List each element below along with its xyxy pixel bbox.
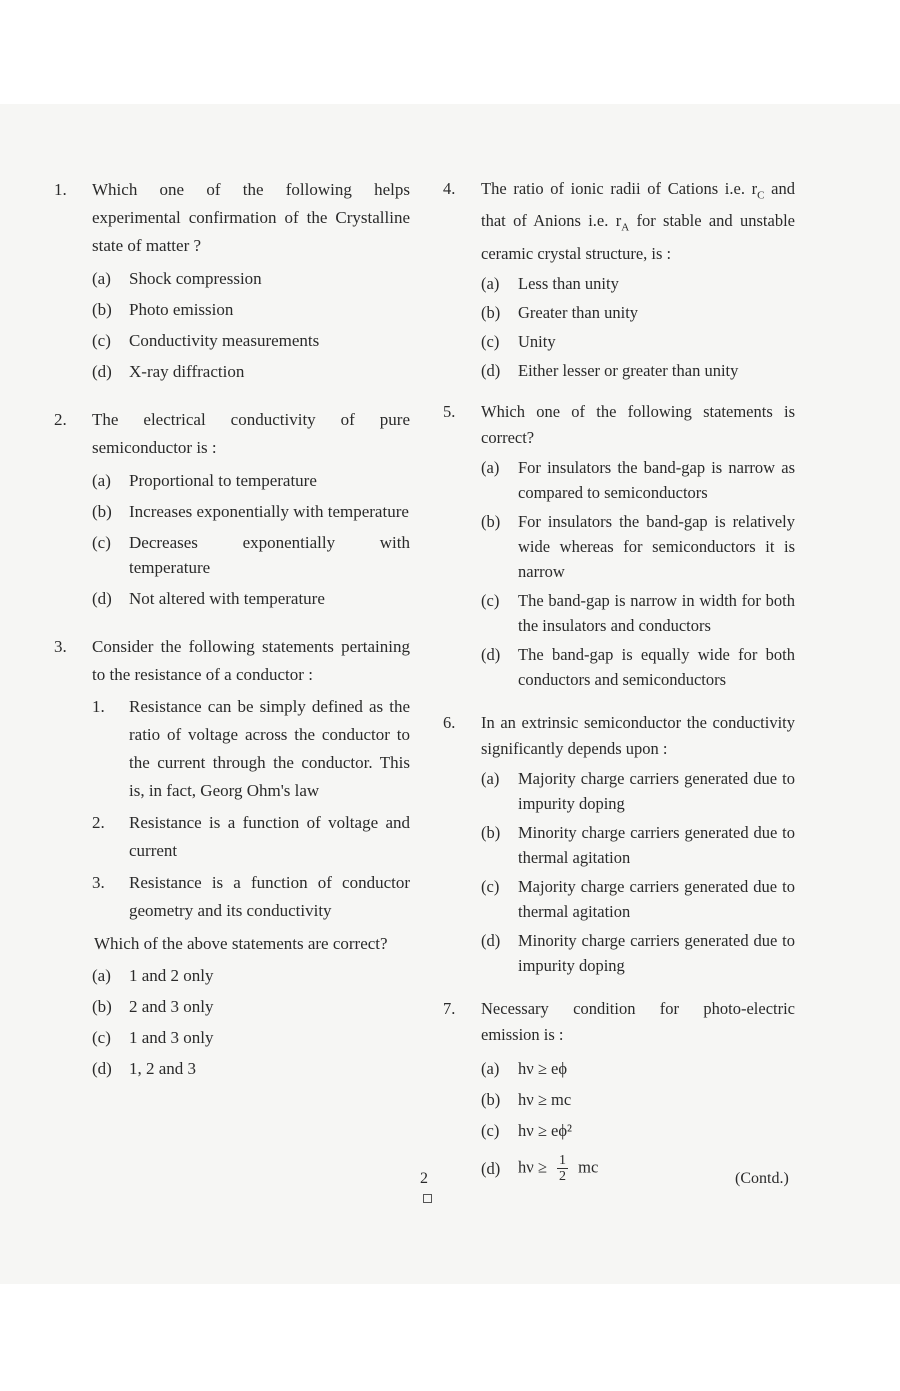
question-5	[443, 399, 795, 692]
option-text: Conductivity measurements	[129, 331, 320, 350]
option-label: (b)	[92, 997, 112, 1016]
option-label: (b)	[92, 300, 112, 319]
option-a	[481, 455, 795, 505]
option-text: Increases exponentially with temperature	[129, 502, 409, 521]
option-label: (a)	[481, 273, 500, 293]
option-label: (b)	[481, 302, 501, 322]
question-text-part: for stable and unstable ceramic crystal structure, is :	[481, 211, 795, 263]
question-number: 5.	[443, 401, 456, 421]
option-label: (d)	[92, 362, 112, 381]
question-number: 6.	[443, 712, 456, 732]
option-text: Either lesser or greater than unity	[518, 360, 739, 380]
question-number: 4.	[443, 179, 456, 198]
question-number: 7.	[443, 998, 456, 1018]
question-4	[443, 176, 795, 383]
option-label: (a)	[481, 457, 500, 477]
option-text: hν ≥ eϕ²	[518, 1120, 572, 1140]
statement-number: 2.	[92, 813, 105, 832]
question-text	[481, 176, 795, 267]
option-text: Not altered with temperature	[129, 589, 325, 608]
option-text: 1 and 2 only	[129, 966, 214, 985]
option-label: (c)	[92, 533, 111, 552]
formula-lhs: hν ≥	[518, 1156, 547, 1176]
option-b	[92, 499, 410, 524]
fraction-denominator: 2	[559, 1168, 567, 1184]
option-a	[92, 963, 410, 988]
option-label: (c)	[481, 1120, 500, 1140]
option-label: (a)	[481, 1058, 500, 1078]
followup-question: Which of the above statements are correct?	[94, 934, 388, 953]
option-label: (b)	[481, 511, 501, 531]
left-column	[54, 176, 410, 1081]
option-c	[92, 1025, 410, 1050]
option-text: Greater than unity	[518, 302, 639, 322]
option-text: X-ray diffraction	[129, 362, 245, 381]
option-text: 2 and 3 only	[129, 997, 214, 1016]
question-6	[443, 710, 795, 978]
option-c	[481, 1118, 795, 1143]
option-text: Proportional to temperature	[129, 471, 317, 490]
question-text: In an extrinsic semiconductor the conductivity significantly depends upon :	[481, 712, 795, 758]
option-label: (d)	[481, 1158, 501, 1178]
continued-label: (Contd.)	[735, 1170, 789, 1187]
option-label: (c)	[92, 1028, 111, 1047]
option-label: (d)	[92, 589, 112, 608]
question-text: Which one of the following helps experimental confirmation of the Crystalline state of matter ?	[92, 180, 410, 255]
option-label: (a)	[92, 966, 111, 985]
option-text: 1 and 3 only	[129, 1028, 214, 1047]
statement-1	[92, 693, 410, 805]
option-label: (a)	[92, 269, 111, 288]
option-c	[92, 530, 410, 580]
question-text-part: and that of Anions i.e. r	[481, 179, 795, 231]
option-text: Photo emission	[129, 300, 234, 319]
question-2	[54, 406, 410, 611]
option-c	[481, 588, 795, 638]
option-text: 1, 2 and 3	[129, 1059, 197, 1078]
question-text: The electrical conductivity of pure semiconductor is :	[92, 410, 410, 457]
page-marker-square	[423, 1194, 432, 1203]
option-b	[92, 994, 410, 1019]
option-label: (c)	[481, 876, 500, 896]
option-a	[481, 1056, 795, 1081]
statement-text: Resistance can be simply defined as the ratio of voltage across the conductor to the current through the conductor. This is, in fact, Georg Ohm's law	[129, 697, 410, 800]
fraction-numerator: 1	[559, 1152, 567, 1168]
option-d	[92, 1056, 410, 1081]
statement-3	[92, 869, 410, 925]
option-text: The band-gap is narrow in width for both the insulators and conductors	[518, 590, 795, 635]
option-c	[481, 874, 795, 924]
option-label: (c)	[481, 331, 500, 351]
option-c	[92, 328, 410, 353]
subscript: C	[757, 189, 765, 202]
option-a	[92, 468, 410, 493]
question-text: Consider the following statements pertaining to the resistance of a conductor :	[92, 637, 410, 684]
option-a	[92, 266, 410, 291]
option-label: (c)	[481, 590, 500, 610]
option-text: hν ≥ eϕ	[518, 1058, 568, 1078]
statement-2	[92, 809, 410, 865]
option-label: (c)	[92, 331, 111, 350]
option-d	[481, 358, 795, 383]
option-text: Less than unity	[518, 273, 619, 293]
option-d	[92, 359, 410, 384]
statement-text: Resistance is a function of conductor geometry and its conductivity	[129, 873, 410, 920]
question-number: 3.	[54, 637, 67, 656]
option-b	[481, 1087, 795, 1112]
statement-number: 1.	[92, 697, 105, 716]
option-text: Decreases exponentially with temperature	[129, 533, 410, 577]
question-text: Which one of the following statements is correct?	[481, 401, 795, 447]
option-label: (d)	[481, 360, 501, 380]
statement-text: Resistance is a function of voltage and current	[129, 813, 410, 860]
option-text: Minority charge carriers generated due to thermal agitation	[518, 822, 795, 867]
option-b	[481, 509, 795, 584]
option-b	[92, 297, 410, 322]
option-text: The band-gap is equally wide for both conductors and semiconductors	[518, 644, 795, 689]
formula-rhs: mc	[578, 1156, 599, 1176]
question-7	[443, 996, 795, 1184]
option-label: (b)	[92, 502, 112, 521]
option-text: For insulators the band-gap is relatively wide whereas for semiconductors it is narrow	[518, 511, 795, 581]
question-text-part: The ratio of ionic radii of Cations i.e. r	[481, 179, 758, 198]
subscript: A	[621, 221, 630, 234]
option-a	[481, 766, 795, 816]
option-text: hν ≥ mc	[518, 1089, 572, 1109]
option-text: For insulators the band-gap is narrow as compared to semiconductors	[518, 457, 795, 502]
right-column	[443, 176, 795, 1184]
option-c	[481, 329, 795, 354]
option-text: Majority charge carriers generated due to thermal agitation	[518, 876, 795, 921]
question-1	[54, 176, 410, 384]
question-number: 2.	[54, 410, 67, 429]
option-d	[481, 928, 795, 978]
question-number: 1.	[54, 180, 67, 199]
question-text: Necessary condition for photo-electric emission is :	[481, 998, 795, 1044]
page-number: 2	[420, 1170, 428, 1187]
option-d	[481, 642, 795, 692]
option-label: (d)	[481, 930, 501, 950]
option-label: (d)	[92, 1059, 112, 1078]
option-label: (b)	[481, 822, 501, 842]
option-b	[481, 820, 795, 870]
option-text: Majority charge carriers generated due to impurity doping	[518, 768, 795, 813]
statement-number: 3.	[92, 873, 105, 892]
option-label: (d)	[481, 644, 501, 664]
option-text: Shock compression	[129, 269, 262, 288]
option-label: (a)	[481, 768, 500, 788]
option-label: (a)	[92, 471, 111, 490]
option-a	[481, 271, 795, 296]
option-d	[92, 586, 410, 611]
option-label: (b)	[481, 1089, 501, 1109]
option-text: Minority charge carriers generated due to impurity doping	[518, 930, 795, 975]
option-text: Unity	[518, 331, 556, 351]
option-b	[481, 300, 795, 325]
fraction	[557, 1153, 568, 1184]
question-3	[54, 633, 410, 1081]
